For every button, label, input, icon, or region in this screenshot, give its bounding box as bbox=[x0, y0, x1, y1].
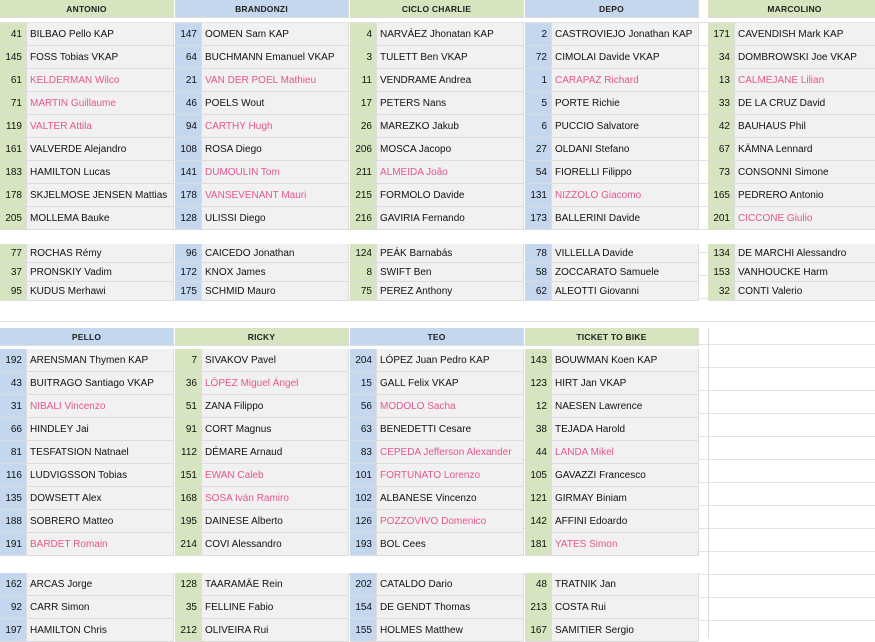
rider-name-cell[interactable]: TESFATSION Natnael bbox=[27, 441, 174, 464]
rider-number-cell[interactable]: 171 bbox=[708, 23, 735, 46]
rider-number-cell[interactable]: 17 bbox=[350, 92, 377, 115]
rider-number-cell[interactable]: 58 bbox=[525, 263, 552, 282]
rider-number-cell[interactable]: 145 bbox=[0, 46, 27, 69]
rider-name-cell[interactable]: CAVENDISH Mark KAP bbox=[735, 23, 875, 46]
rider-number-cell[interactable]: 213 bbox=[525, 596, 552, 619]
rider-number-cell[interactable]: 181 bbox=[525, 533, 552, 556]
rider-name-cell[interactable]: POELS Wout bbox=[202, 92, 349, 115]
rider-number-cell[interactable]: 1 bbox=[525, 69, 552, 92]
rider-number-cell[interactable]: 121 bbox=[525, 487, 552, 510]
rider-number-cell[interactable]: 142 bbox=[525, 510, 552, 533]
rider-name-cell[interactable]: SOBRERO Matteo bbox=[27, 510, 174, 533]
rider-number-cell[interactable]: 178 bbox=[175, 184, 202, 207]
rider-number-cell[interactable]: 105 bbox=[525, 464, 552, 487]
rider-name-cell[interactable]: GAVAZZI Francesco bbox=[552, 464, 699, 487]
team-header[interactable]: ANTONIO bbox=[0, 0, 174, 18]
rider-number-cell[interactable]: 119 bbox=[0, 115, 27, 138]
rider-name-cell[interactable]: NIZZOLO Giacomo bbox=[552, 184, 699, 207]
team-header[interactable]: PELLO bbox=[0, 328, 174, 346]
rider-name-cell[interactable]: HAMILTON Lucas bbox=[27, 161, 174, 184]
rider-name-cell[interactable]: BALLERINI Davide bbox=[552, 207, 699, 230]
rider-number-cell[interactable]: 94 bbox=[175, 115, 202, 138]
rider-number-cell[interactable]: 101 bbox=[350, 464, 377, 487]
rider-name-cell[interactable]: BUCHMANN Emanuel VKAP bbox=[202, 46, 349, 69]
rider-name-cell[interactable]: TEJADA Harold bbox=[552, 418, 699, 441]
rider-number-cell[interactable]: 26 bbox=[350, 115, 377, 138]
rider-name-cell[interactable]: DE MARCHI Alessandro bbox=[735, 244, 875, 263]
rider-number-cell[interactable]: 32 bbox=[708, 282, 735, 301]
rider-number-cell[interactable]: 61 bbox=[0, 69, 27, 92]
rider-number-cell[interactable]: 12 bbox=[525, 395, 552, 418]
rider-name-cell[interactable]: SWIFT Ben bbox=[377, 263, 524, 282]
rider-name-cell[interactable]: KÄMNA Lennard bbox=[735, 138, 875, 161]
rider-name-cell[interactable]: BUITRAGO Santiago VKAP bbox=[27, 372, 174, 395]
rider-name-cell[interactable]: COVI Alessandro bbox=[202, 533, 349, 556]
rider-name-cell[interactable]: OLDANI Stefano bbox=[552, 138, 699, 161]
rider-number-cell[interactable]: 153 bbox=[708, 263, 735, 282]
rider-name-cell[interactable]: CICCONE Giulio bbox=[735, 207, 875, 230]
rider-number-cell[interactable]: 2 bbox=[525, 23, 552, 46]
rider-name-cell[interactable]: FIORELLI Filippo bbox=[552, 161, 699, 184]
rider-name-cell[interactable]: PUCCIO Salvatore bbox=[552, 115, 699, 138]
rider-number-cell[interactable]: 141 bbox=[175, 161, 202, 184]
rider-name-cell[interactable]: DAINESE Alberto bbox=[202, 510, 349, 533]
rider-name-cell[interactable]: ALEOTTI Giovanni bbox=[552, 282, 699, 301]
rider-name-cell[interactable]: VANHOUCKE Harm bbox=[735, 263, 875, 282]
rider-number-cell[interactable]: 204 bbox=[350, 349, 377, 372]
rider-name-cell[interactable]: GALL Felix VKAP bbox=[377, 372, 524, 395]
rider-number-cell[interactable]: 33 bbox=[708, 92, 735, 115]
rider-name-cell[interactable]: BOUWMAN Koen KAP bbox=[552, 349, 699, 372]
rider-name-cell[interactable]: MOSCA Jacopo bbox=[377, 138, 524, 161]
rider-number-cell[interactable]: 151 bbox=[175, 464, 202, 487]
rider-name-cell[interactable]: ROCHAS Rémy bbox=[27, 244, 174, 263]
rider-number-cell[interactable]: 83 bbox=[350, 441, 377, 464]
rider-name-cell[interactable]: ZOCCARATO Samuele bbox=[552, 263, 699, 282]
rider-name-cell[interactable]: KUDUS Merhawi bbox=[27, 282, 174, 301]
rider-number-cell[interactable]: 92 bbox=[0, 596, 27, 619]
rider-name-cell[interactable]: CORT Magnus bbox=[202, 418, 349, 441]
rider-number-cell[interactable]: 178 bbox=[0, 184, 27, 207]
rider-number-cell[interactable]: 202 bbox=[350, 573, 377, 596]
rider-name-cell[interactable]: NAESEN Lawrence bbox=[552, 395, 699, 418]
rider-name-cell[interactable]: TRATNIK Jan bbox=[552, 573, 699, 596]
rider-number-cell[interactable]: 78 bbox=[525, 244, 552, 263]
rider-name-cell[interactable]: PETERS Nans bbox=[377, 92, 524, 115]
rider-number-cell[interactable]: 126 bbox=[350, 510, 377, 533]
rider-number-cell[interactable]: 201 bbox=[708, 207, 735, 230]
rider-name-cell[interactable]: CAICEDO Jonathan bbox=[202, 244, 349, 263]
rider-number-cell[interactable]: 161 bbox=[0, 138, 27, 161]
rider-name-cell[interactable]: ROSA Diego bbox=[202, 138, 349, 161]
rider-number-cell[interactable]: 48 bbox=[525, 573, 552, 596]
rider-name-cell[interactable]: CONSONNI Simone bbox=[735, 161, 875, 184]
team-header[interactable]: TEO bbox=[350, 328, 524, 346]
rider-number-cell[interactable]: 112 bbox=[175, 441, 202, 464]
rider-name-cell[interactable]: SIVAKOV Pavel bbox=[202, 349, 349, 372]
rider-name-cell[interactable]: KNOX James bbox=[202, 263, 349, 282]
rider-number-cell[interactable]: 91 bbox=[175, 418, 202, 441]
rider-name-cell[interactable]: CARR Simon bbox=[27, 596, 174, 619]
rider-number-cell[interactable]: 37 bbox=[0, 263, 27, 282]
team-header[interactable]: MARCOLINO bbox=[708, 0, 875, 18]
rider-number-cell[interactable]: 165 bbox=[708, 184, 735, 207]
rider-number-cell[interactable]: 63 bbox=[350, 418, 377, 441]
rider-number-cell[interactable]: 154 bbox=[350, 596, 377, 619]
rider-number-cell[interactable]: 72 bbox=[525, 46, 552, 69]
rider-name-cell[interactable]: NARVÁEZ Jhonatan KAP bbox=[377, 23, 524, 46]
rider-number-cell[interactable]: 95 bbox=[0, 282, 27, 301]
rider-name-cell[interactable]: PEREZ Anthony bbox=[377, 282, 524, 301]
rider-name-cell[interactable]: VILLELLA Davide bbox=[552, 244, 699, 263]
rider-number-cell[interactable]: 135 bbox=[0, 487, 27, 510]
rider-name-cell[interactable]: MOLLEMA Bauke bbox=[27, 207, 174, 230]
rider-number-cell[interactable]: 13 bbox=[708, 69, 735, 92]
rider-name-cell[interactable]: CATALDO Dario bbox=[377, 573, 524, 596]
rider-number-cell[interactable]: 124 bbox=[350, 244, 377, 263]
rider-name-cell[interactable]: ZANA Filippo bbox=[202, 395, 349, 418]
rider-name-cell[interactable]: SOSA Iván Ramiro bbox=[202, 487, 349, 510]
rider-name-cell[interactable]: BAUHAUS Phil bbox=[735, 115, 875, 138]
rider-number-cell[interactable]: 205 bbox=[0, 207, 27, 230]
rider-number-cell[interactable]: 197 bbox=[0, 619, 27, 642]
rider-name-cell[interactable]: LÓPEZ Juan Pedro KAP bbox=[377, 349, 524, 372]
rider-number-cell[interactable]: 21 bbox=[175, 69, 202, 92]
rider-name-cell[interactable]: DÉMARE Arnaud bbox=[202, 441, 349, 464]
rider-number-cell[interactable]: 36 bbox=[175, 372, 202, 395]
rider-name-cell[interactable]: AFFINI Edoardo bbox=[552, 510, 699, 533]
rider-number-cell[interactable]: 206 bbox=[350, 138, 377, 161]
rider-number-cell[interactable]: 34 bbox=[708, 46, 735, 69]
rider-name-cell[interactable]: LÓPEZ Miguel Ángel bbox=[202, 372, 349, 395]
rider-name-cell[interactable]: NIBALI Vincenzo bbox=[27, 395, 174, 418]
rider-number-cell[interactable]: 162 bbox=[0, 573, 27, 596]
rider-number-cell[interactable]: 66 bbox=[0, 418, 27, 441]
rider-name-cell[interactable]: TULETT Ben VKAP bbox=[377, 46, 524, 69]
rider-name-cell[interactable]: KELDERMAN Wilco bbox=[27, 69, 174, 92]
rider-name-cell[interactable]: PEÁK Barnabás bbox=[377, 244, 524, 263]
rider-number-cell[interactable]: 54 bbox=[525, 161, 552, 184]
rider-name-cell[interactable]: EWAN Caleb bbox=[202, 464, 349, 487]
rider-number-cell[interactable]: 116 bbox=[0, 464, 27, 487]
rider-number-cell[interactable]: 42 bbox=[708, 115, 735, 138]
rider-number-cell[interactable]: 62 bbox=[525, 282, 552, 301]
rider-number-cell[interactable]: 128 bbox=[175, 207, 202, 230]
rider-name-cell[interactable]: HIRT Jan VKAP bbox=[552, 372, 699, 395]
rider-name-cell[interactable]: VALTER Attila bbox=[27, 115, 174, 138]
rider-number-cell[interactable]: 211 bbox=[350, 161, 377, 184]
rider-name-cell[interactable]: CALMEJANE Lilian bbox=[735, 69, 875, 92]
rider-number-cell[interactable]: 214 bbox=[175, 533, 202, 556]
rider-name-cell[interactable]: FORMOLO Davide bbox=[377, 184, 524, 207]
rider-name-cell[interactable]: ALMEIDA João bbox=[377, 161, 524, 184]
rider-number-cell[interactable]: 216 bbox=[350, 207, 377, 230]
rider-number-cell[interactable]: 4 bbox=[350, 23, 377, 46]
team-header[interactable]: BRANDONZI bbox=[175, 0, 349, 18]
rider-name-cell[interactable]: OOMEN Sam KAP bbox=[202, 23, 349, 46]
rider-number-cell[interactable]: 81 bbox=[0, 441, 27, 464]
rider-number-cell[interactable]: 3 bbox=[350, 46, 377, 69]
rider-name-cell[interactable]: LANDA Mikel bbox=[552, 441, 699, 464]
rider-name-cell[interactable]: MODOLO Sacha bbox=[377, 395, 524, 418]
rider-name-cell[interactable]: PEDRERO Antonio bbox=[735, 184, 875, 207]
rider-name-cell[interactable]: CARAPAZ Richard bbox=[552, 69, 699, 92]
rider-number-cell[interactable]: 35 bbox=[175, 596, 202, 619]
rider-name-cell[interactable]: DOWSETT Alex bbox=[27, 487, 174, 510]
rider-number-cell[interactable]: 143 bbox=[525, 349, 552, 372]
rider-number-cell[interactable]: 128 bbox=[175, 573, 202, 596]
rider-number-cell[interactable]: 6 bbox=[525, 115, 552, 138]
rider-number-cell[interactable]: 147 bbox=[175, 23, 202, 46]
rider-number-cell[interactable]: 155 bbox=[350, 619, 377, 642]
rider-number-cell[interactable]: 123 bbox=[525, 372, 552, 395]
rider-name-cell[interactable]: GAVIRIA Fernando bbox=[377, 207, 524, 230]
rider-number-cell[interactable]: 167 bbox=[525, 619, 552, 642]
rider-name-cell[interactable]: FELLINE Fabio bbox=[202, 596, 349, 619]
rider-name-cell[interactable]: COSTA Rui bbox=[552, 596, 699, 619]
rider-name-cell[interactable]: ARCAS Jorge bbox=[27, 573, 174, 596]
rider-number-cell[interactable]: 15 bbox=[350, 372, 377, 395]
rider-name-cell[interactable]: CARTHY Hugh bbox=[202, 115, 349, 138]
rider-number-cell[interactable]: 191 bbox=[0, 533, 27, 556]
rider-name-cell[interactable]: FOSS Tobias VKAP bbox=[27, 46, 174, 69]
rider-number-cell[interactable]: 212 bbox=[175, 619, 202, 642]
rider-name-cell[interactable]: SCHMID Mauro bbox=[202, 282, 349, 301]
rider-number-cell[interactable]: 73 bbox=[708, 161, 735, 184]
rider-number-cell[interactable]: 195 bbox=[175, 510, 202, 533]
rider-number-cell[interactable]: 96 bbox=[175, 244, 202, 263]
rider-name-cell[interactable]: BILBAO Pello KAP bbox=[27, 23, 174, 46]
rider-name-cell[interactable]: DE LA CRUZ David bbox=[735, 92, 875, 115]
rider-name-cell[interactable]: ALBANESE Vincenzo bbox=[377, 487, 524, 510]
team-header[interactable]: RICKY bbox=[175, 328, 349, 346]
rider-name-cell[interactable]: FORTUNATO Lorenzo bbox=[377, 464, 524, 487]
rider-number-cell[interactable]: 108 bbox=[175, 138, 202, 161]
rider-name-cell[interactable]: HINDLEY Jai bbox=[27, 418, 174, 441]
rider-number-cell[interactable]: 67 bbox=[708, 138, 735, 161]
rider-number-cell[interactable]: 44 bbox=[525, 441, 552, 464]
rider-name-cell[interactable]: BOL Cees bbox=[377, 533, 524, 556]
rider-name-cell[interactable]: MARTIN Guillaume bbox=[27, 92, 174, 115]
rider-name-cell[interactable]: POZZOVIVO Domenico bbox=[377, 510, 524, 533]
rider-number-cell[interactable]: 75 bbox=[350, 282, 377, 301]
rider-number-cell[interactable]: 183 bbox=[0, 161, 27, 184]
rider-name-cell[interactable]: CONTI Valerio bbox=[735, 282, 875, 301]
rider-number-cell[interactable]: 173 bbox=[525, 207, 552, 230]
rider-name-cell[interactable]: CEPEDA Jefferson Alexander bbox=[377, 441, 524, 464]
rider-number-cell[interactable]: 64 bbox=[175, 46, 202, 69]
rider-name-cell[interactable]: VANSEVENANT Mauri bbox=[202, 184, 349, 207]
rider-number-cell[interactable]: 46 bbox=[175, 92, 202, 115]
rider-name-cell[interactable]: MAREZKO Jakub bbox=[377, 115, 524, 138]
rider-name-cell[interactable]: BARDET Romain bbox=[27, 533, 174, 556]
rider-number-cell[interactable]: 43 bbox=[0, 372, 27, 395]
rider-number-cell[interactable]: 56 bbox=[350, 395, 377, 418]
rider-name-cell[interactable]: SKJELMOSE JENSEN Mattias bbox=[27, 184, 174, 207]
rider-number-cell[interactable]: 175 bbox=[175, 282, 202, 301]
team-header[interactable]: DEPO bbox=[525, 0, 699, 18]
rider-number-cell[interactable]: 51 bbox=[175, 395, 202, 418]
rider-number-cell[interactable]: 7 bbox=[175, 349, 202, 372]
rider-name-cell[interactable]: HOLMES Matthew bbox=[377, 619, 524, 642]
rider-name-cell[interactable]: GIRMAY Biniam bbox=[552, 487, 699, 510]
rider-number-cell[interactable]: 8 bbox=[350, 263, 377, 282]
rider-number-cell[interactable]: 215 bbox=[350, 184, 377, 207]
rider-number-cell[interactable]: 192 bbox=[0, 349, 27, 372]
rider-name-cell[interactable]: CASTROVIEJO Jonathan KAP bbox=[552, 23, 699, 46]
rider-name-cell[interactable]: OLIVEIRA Rui bbox=[202, 619, 349, 642]
rider-name-cell[interactable]: DOMBROWSKI Joe VKAP bbox=[735, 46, 875, 69]
rider-name-cell[interactable]: CIMOLAI Davide VKAP bbox=[552, 46, 699, 69]
rider-name-cell[interactable]: VAN DER POEL Mathieu bbox=[202, 69, 349, 92]
rider-name-cell[interactable]: SAMITIER Sergio bbox=[552, 619, 699, 642]
rider-number-cell[interactable]: 71 bbox=[0, 92, 27, 115]
rider-number-cell[interactable]: 168 bbox=[175, 487, 202, 510]
empty-grid-column bbox=[708, 328, 875, 638]
rider-name-cell[interactable]: ARENSMAN Thymen KAP bbox=[27, 349, 174, 372]
rider-name-cell[interactable]: HAMILTON Chris bbox=[27, 619, 174, 642]
rider-name-cell[interactable]: DE GENDT Thomas bbox=[377, 596, 524, 619]
rider-number-cell[interactable]: 134 bbox=[708, 244, 735, 263]
team-header[interactable]: TICKET TO BIKE bbox=[525, 328, 699, 346]
rider-name-cell[interactable]: LUDVIGSSON Tobias bbox=[27, 464, 174, 487]
rider-number-cell[interactable]: 102 bbox=[350, 487, 377, 510]
rider-name-cell[interactable]: VENDRAME Andrea bbox=[377, 69, 524, 92]
team-header[interactable]: CICLO CHARLIE bbox=[350, 0, 524, 18]
rider-name-cell[interactable]: VALVERDE Alejandro bbox=[27, 138, 174, 161]
rider-number-cell[interactable]: 77 bbox=[0, 244, 27, 263]
rider-number-cell[interactable]: 188 bbox=[0, 510, 27, 533]
rider-name-cell[interactable]: ULISSI Diego bbox=[202, 207, 349, 230]
rider-number-cell[interactable]: 11 bbox=[350, 69, 377, 92]
rider-name-cell[interactable]: TAARAMÄE Rein bbox=[202, 573, 349, 596]
rider-name-cell[interactable]: PORTE Richie bbox=[552, 92, 699, 115]
rider-name-cell[interactable]: DUMOULIN Tom bbox=[202, 161, 349, 184]
rider-number-cell[interactable]: 172 bbox=[175, 263, 202, 282]
rider-name-cell[interactable]: PRONSKIY Vadim bbox=[27, 263, 174, 282]
rider-number-cell[interactable]: 131 bbox=[525, 184, 552, 207]
rider-number-cell[interactable]: 31 bbox=[0, 395, 27, 418]
rider-number-cell[interactable]: 193 bbox=[350, 533, 377, 556]
rider-name-cell[interactable]: YATES Simon bbox=[552, 533, 699, 556]
rider-number-cell[interactable]: 38 bbox=[525, 418, 552, 441]
rider-name-cell[interactable]: BENEDETTI Cesare bbox=[377, 418, 524, 441]
rider-number-cell[interactable]: 41 bbox=[0, 23, 27, 46]
rider-number-cell[interactable]: 5 bbox=[525, 92, 552, 115]
rider-number-cell[interactable]: 27 bbox=[525, 138, 552, 161]
